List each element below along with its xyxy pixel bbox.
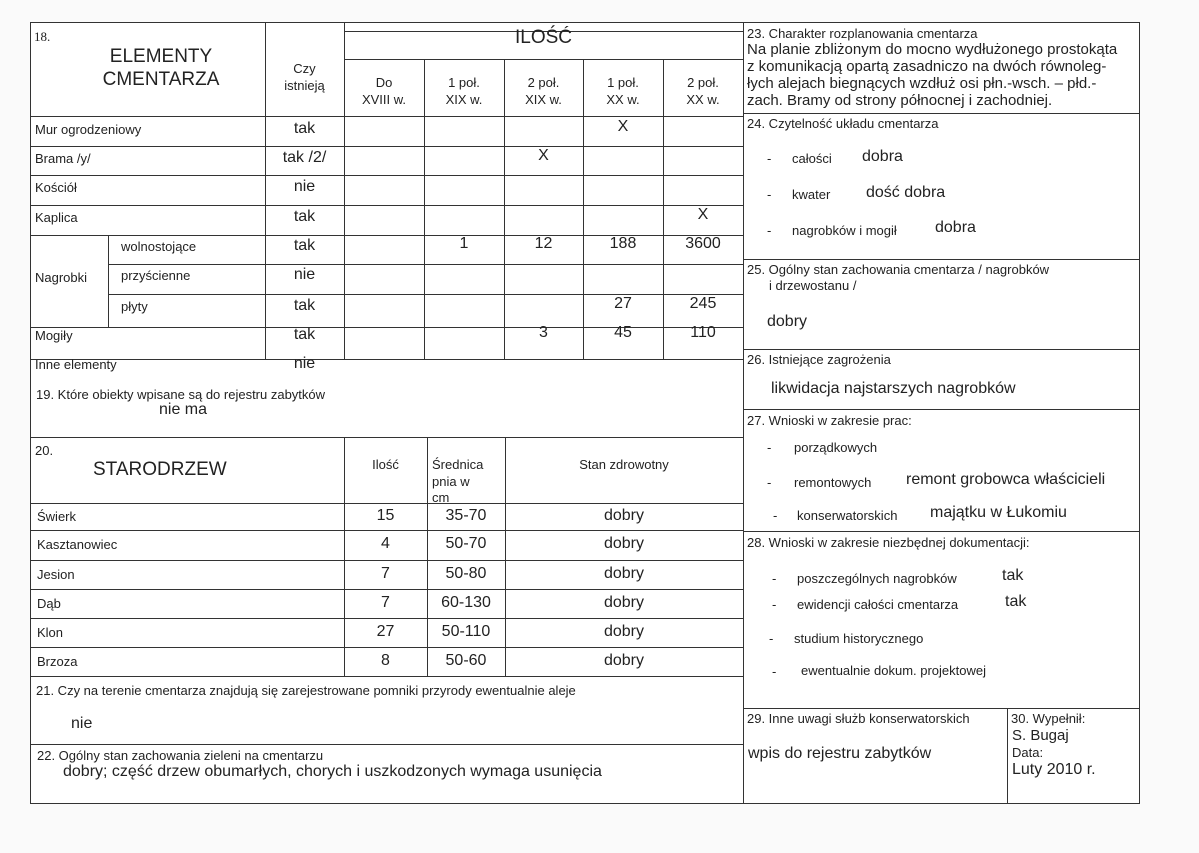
exists-value: nie — [293, 178, 316, 195]
tree-diameter: 50-70 — [445, 535, 487, 552]
item-key: konserwatorskich — [797, 508, 898, 523]
period-header: Do — [375, 75, 393, 90]
qty-cell: 3 — [539, 324, 548, 341]
section-title: STARODRZEW — [93, 459, 227, 480]
tree-name: Brzoza — [37, 654, 78, 669]
tree-diameter: 50-60 — [445, 652, 487, 669]
tree-state: dobry — [603, 623, 645, 640]
qty-cell: 27 — [614, 295, 632, 312]
tree-diameter: 50-110 — [441, 623, 491, 640]
item-value: remont grobowca właścicieli — [906, 471, 1106, 488]
tree-count: 27 — [376, 623, 395, 640]
section-21-label: 21. Czy na terenie cmentarza znajdują się zarejestrowane pomniki przyrody ewentualnie aleje — [36, 683, 576, 698]
item-value: dość dobra — [866, 184, 946, 201]
item-value: majątku w Łukomiu — [930, 504, 1067, 521]
tree-state: dobry — [603, 594, 645, 611]
section-21-value: nie — [71, 715, 93, 732]
item-key: ewidencji całości cmentarza — [797, 597, 959, 612]
row-label: Mogiły — [35, 328, 73, 343]
exists-value: tak /2/ — [282, 149, 327, 166]
tree-state: dobry — [603, 565, 645, 582]
section-29-value: wpis do rejestru zabytków — [748, 745, 932, 762]
qty-cell: 45 — [614, 324, 632, 341]
item-key: całości — [792, 151, 832, 166]
section-25-label: 25. Ogólny stan zachowania cmentarza / nagrobków — [747, 262, 1050, 277]
row-label: Kaplica — [35, 210, 78, 225]
tree-name: Kasztanowiec — [37, 537, 118, 552]
item-value: tak — [1005, 593, 1027, 610]
date-value: Luty 2010 r. — [1012, 761, 1096, 778]
item-key: kwater — [792, 187, 831, 202]
tree-name: Dąb — [37, 596, 61, 611]
section-number: 20. — [35, 443, 54, 458]
section-30-label: 30. Wypełnił: — [1011, 711, 1086, 726]
row-label: Brama /y/ — [35, 151, 91, 166]
row-label: wolnostojące — [121, 239, 197, 254]
period-header: XVIII w. — [361, 92, 407, 107]
tree-count: 8 — [381, 652, 390, 669]
tree-diameter: 50-80 — [445, 565, 487, 582]
row-label: przyścienne — [121, 268, 191, 283]
qty-cell: X — [538, 147, 549, 164]
column-header: Ilość — [372, 457, 399, 472]
section-22-value: dobry; część drzew obumarłych, chorych i uszkodzonych wymaga usunięcia — [63, 763, 602, 780]
qty-cell: 110 — [690, 324, 716, 341]
section-25-value: dobry — [767, 313, 808, 330]
qty-cell: 1 — [459, 235, 469, 252]
section-26-label: 26. Istniejące zagrożenia — [747, 352, 891, 367]
item-key: studium historycznego — [794, 631, 924, 646]
tree-diameter: 60-130 — [441, 594, 491, 611]
row-label: Kościół — [35, 180, 77, 195]
row-label: płyty — [121, 299, 148, 314]
exists-value: tak — [293, 208, 316, 225]
item-value: dobra — [862, 148, 903, 165]
section-23-line: z komunikacją opartą zasadniczo na dwóch równoleg- — [747, 58, 1107, 75]
section-28-label: 28. Wnioski w zakresie niezbędnej dokumentacji: — [747, 535, 1030, 550]
section-title: CMENTARZA — [102, 69, 220, 90]
period-header: 2 poł. — [687, 75, 719, 90]
section-22-label: 22. Ogólny stan zachowania zieleni na cmentarzu — [37, 748, 324, 763]
tree-state: dobry — [603, 535, 645, 552]
period-header: XX w. — [606, 92, 640, 107]
exists-value: tak — [293, 120, 316, 137]
qty-cell: 12 — [534, 235, 553, 252]
period-header: XIX w. — [525, 92, 562, 107]
period-header: XX w. — [686, 92, 720, 107]
section-26-value: likwidacja najstarszych nagrobków — [771, 380, 1016, 397]
period-header: 2 poł. — [527, 75, 560, 90]
column-header: Średnica — [432, 457, 484, 472]
section-19-value: nie ma — [159, 401, 208, 418]
qty-cell: 245 — [689, 295, 717, 312]
qty-cell: 3600 — [685, 235, 721, 252]
item-key: remontowych — [794, 475, 872, 490]
section-23-line: łych alejach biegnących wzdłuż osi płn.-wsch. – płd.- — [747, 75, 1097, 92]
section-29-label: 29. Inne uwagi służb konserwatorskich — [747, 711, 970, 726]
tree-count: 7 — [381, 594, 390, 611]
exists-value: nie — [293, 266, 316, 283]
cemetery-form-sheet: 18. ELEMENTY CMENTARZA Czy istnieją ILOŚĆ Do XVIII w. 1 poł. XIX w. 2 poł. XIX w. 1 poł. XX w. 2 poł. XX w. Mur ogrodzeniowy Brama /y/ Kościół Kaplica wolnostojące przyścienne płyty Mogiły Inne elementy Nagrobki tak tak /2/ nie tak tak nie tak tak nie X X X 1 12 188 3600 27 245 3 45 110 19. Które obiekty wpisane są do rejestru zabytków nie ma 20. STARODRZEW Ilość Średnica pnia w cm Stan zdrowotny Świerk 15 35-70 dobry Kasztanowiec 4 50-70 dobry Jesion 7 50-80 dobry Dąb 7 60-130 dobry Klon 27 50-110 dobry Brzoza 8 50-60 dobry 21. Czy na terenie cmentarza znajdują się zarejestrowane pomniki przyrody ewentualnie aleje nie 22. Ogólny stan zachowania zieleni na cmentarzu dobry; część drzew obumarłych, chorych i uszkodzonych wymaga usunięcia 23. Charakter rozplanowania cmentarza Na planie zbliżonym do mocno wydłużonego prostokąta z komunikacją opartą zasadniczo na dwóch równoleg- łych alejach biegnących wzdłuż osi płn.-wsch. – płd.- zach. Bramy od strony północnej i zachodniej. 24. Czytelność układu cmentarza - całości dobra - kwater dość dobra - nagrobków i mogił dobra 25. Ogólny stan zachowania cmentarza / nagrobków i drzewostanu / dobry 26. Istniejące zagrożenia likwidacja najstarszych nagrobków 27. Wnioski w zakresie prac: - porządkowych - remontowych remont grobowca właścicieli - konserwatorskich majątku w Łukomiu 28. Wnioski w zakresie niezbędnej dokumentacji: - poszczególnych nagrobków tak - ewidencji całości cmentarza tak - studium historycznego - ewentualnie dokum. projektowej 29. Inne uwagi służb konserwatorskich wpis do rejestru zabytków 30. Wypełnił: S. Bugaj Data: Luty 2010 r. — [30, 22, 1140, 804]
tree-name: Świerk — [37, 509, 77, 524]
tree-diameter: 35-70 — [445, 507, 487, 524]
qty-cell: X — [697, 206, 709, 223]
tree-state: dobry — [603, 652, 645, 669]
section-23-line: zach. Bramy od strony północnej i zachodniej. — [747, 92, 1053, 109]
exists-value: tak — [293, 326, 316, 343]
section-number: 18. — [34, 29, 51, 44]
item-key: poszczególnych nagrobków — [797, 571, 957, 586]
tree-state: dobry — [603, 507, 645, 524]
tree-name: Jesion — [37, 567, 75, 582]
column-header: pnia w — [432, 474, 470, 489]
date-label: Data: — [1012, 745, 1044, 760]
qty-cell: X — [617, 118, 629, 135]
section-25-label: i drzewostanu / — [769, 278, 857, 293]
item-key: ewentualnie dokum. projektowej — [801, 663, 986, 678]
section-27-label: 27. Wnioski w zakresie prac: — [747, 413, 912, 428]
item-key: nagrobków i mogił — [792, 223, 897, 238]
section-23-label: 23. Charakter rozplanowania cmentarza — [747, 26, 978, 41]
section-19-label: 19. Które obiekty wpisane są do rejestru zabytków — [36, 387, 326, 402]
section-24-label: 24. Czytelność układu cmentarza — [747, 116, 939, 131]
exists-value: tak — [293, 237, 316, 254]
tree-count: 7 — [381, 565, 390, 582]
period-header: XIX w. — [445, 92, 483, 107]
divider — [743, 23, 744, 803]
item-value: dobra — [935, 219, 976, 236]
column-header: istnieją — [284, 78, 325, 93]
period-header: 1 poł. — [448, 75, 480, 90]
exists-value: nie — [293, 355, 316, 372]
nagrobki-label: Nagrobki — [35, 270, 88, 285]
column-header: Stan zdrowotny — [579, 457, 669, 472]
column-header: cm — [432, 490, 450, 505]
section-title: ELEMENTY — [109, 46, 213, 67]
tree-count: 4 — [381, 535, 390, 552]
row-label: Mur ogrodzeniowy — [35, 122, 142, 137]
ilosc-header: ILOŚĆ — [514, 27, 573, 48]
column-header: Czy — [293, 61, 316, 76]
item-value: tak — [1002, 567, 1024, 584]
qty-cell: 188 — [609, 235, 637, 252]
filled-by-name: S. Bugaj — [1012, 727, 1069, 744]
section-23-line: Na planie zbliżonym do mocno wydłużonego prostokąta — [747, 41, 1118, 58]
item-key: porządkowych — [794, 440, 878, 455]
tree-name: Klon — [37, 625, 64, 640]
tree-count: 15 — [376, 507, 395, 524]
exists-value: tak — [293, 297, 316, 314]
period-header: 1 poł. — [607, 75, 639, 90]
row-label: Inne elementy — [35, 357, 117, 372]
